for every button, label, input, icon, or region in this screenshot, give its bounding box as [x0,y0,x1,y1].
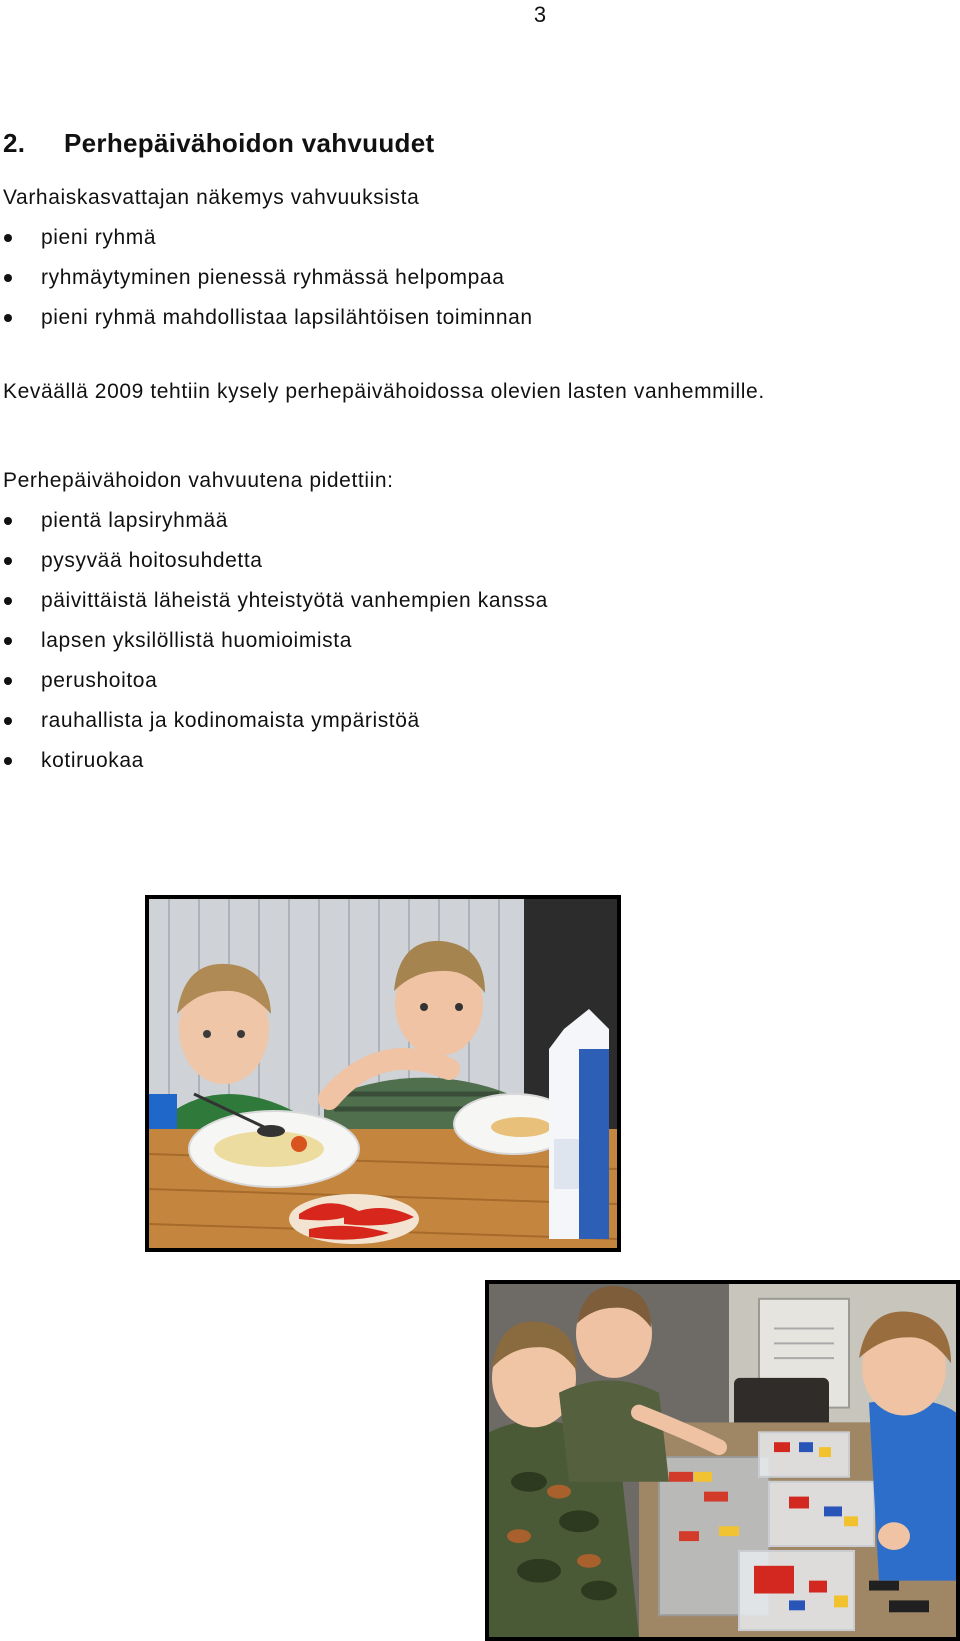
list-item: ryhmäytyminen pienessä ryhmässä helpompaa [0,258,533,298]
bullet-icon [4,757,12,765]
photo-children-lego-illustration [489,1284,956,1637]
bullet-icon [4,597,12,605]
list-item: kotiruokaa [0,741,548,781]
bullet-icon [4,717,12,725]
page-number: 3 [533,2,547,27]
list-item: pieni ryhmä mahdollistaa lapsilähtöisen toiminnan [0,298,533,338]
list-item: pieni ryhmä [0,218,533,258]
list-item: päivittäistä läheistä yhteistyötä vanhempien kanssa [0,581,548,621]
bullet-icon [4,314,12,322]
parent-view-list [0,501,548,781]
bullet-icon [4,677,12,685]
bullet-icon [4,637,12,645]
bullet-icon [4,517,12,525]
bullet-icon [4,274,12,282]
photo-children-eating-illustration [149,899,617,1248]
list-item: pysyvää hoitosuhdetta [0,541,548,581]
bullet-icon [4,557,12,565]
survey-note: Keväällä 2009 tehtiin kysely perhepäivähoidossa olevien lasten vanhemmille. [3,380,765,403]
bullet-icon [4,234,12,242]
photo-children-eating [145,895,621,1252]
parent-view-intro: Perhepäivähoidon vahvuutena pidettiin: [3,469,394,492]
section-number: 2. [3,128,26,158]
section-heading [3,128,434,159]
educator-view-list [0,218,533,338]
section-title: Perhepäivähoidon vahvuudet [64,128,435,158]
list-item: pientä lapsiryhmää [0,501,548,541]
list-item: perushoitoa [0,661,548,701]
list-item: lapsen yksilöllistä huomioimista [0,621,548,661]
photo-children-lego [485,1280,960,1641]
list-item: rauhallista ja kodinomaista ympäristöä [0,701,548,741]
educator-view-intro: Varhaiskasvattajan näkemys vahvuuksista [3,186,420,209]
